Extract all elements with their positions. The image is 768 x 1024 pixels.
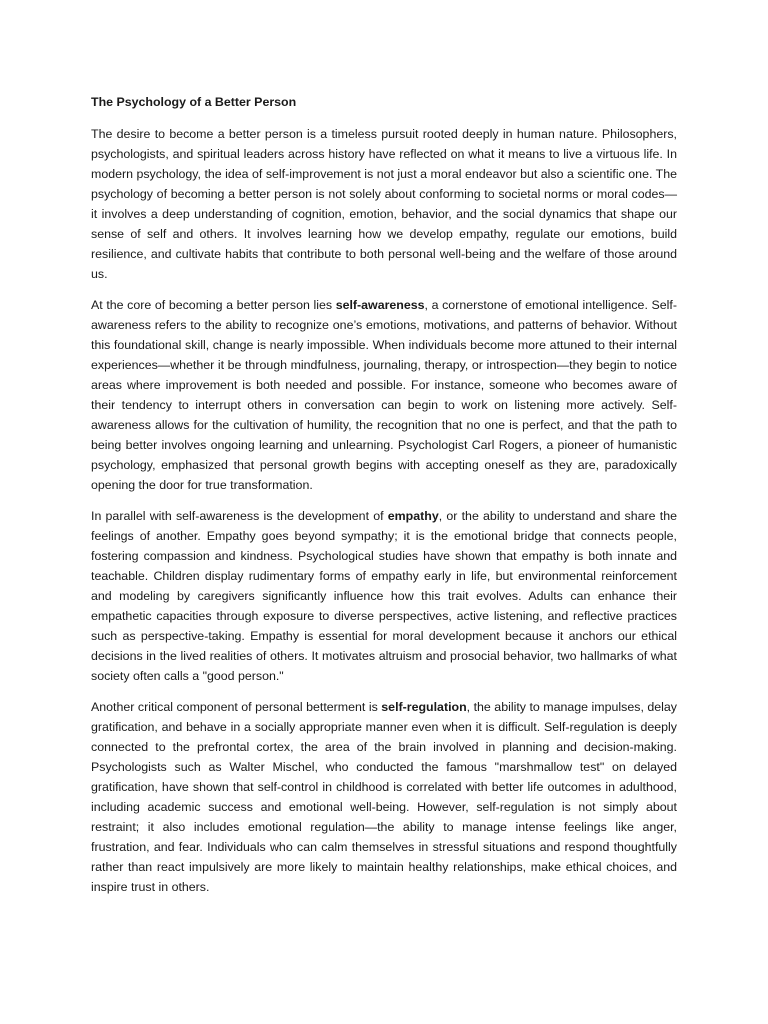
bold-term: empathy: [387, 509, 439, 523]
paragraph-self-awareness: [91, 295, 677, 495]
paragraph-empathy: [91, 506, 677, 686]
paragraph-text: , the ability to manage impulses, delay gratification, and behave in a socially appropriate manner even when it is difficult. Self-regulation is deeply connected to the prefrontal cortex, the area of the brain involved in planning and decision-making. Psychologists such as Walter Mischel, who conducted the famous "marshmallow test" on delayed gratification, have shown that self-control in childhood is correlated with better life outcomes in adulthood, including academic success and emotional well-being. However, self-regulation is not simply about restraint; it also includes emotional regulation—the ability to manage intense feelings like anger, frustration, and fear. Individuals who can calm themselves in stressful situations and respond thoughtfully rather than react impulsively are more likely to maintain healthy relationships, make ethical choices, and inspire trust in others.: [91, 700, 677, 894]
paragraph-text: , or the ability to understand and share the feelings of another. Empathy goes beyond sympathy; it is the emotional bridge that connects people, fostering compassion and kindness. Psychological studies have shown that empathy is both innate and teachable. Children display rudimentary forms of empathy early in life, but environmental reinforcement and modeling by caregivers significantly influence how this trait evolves. Adults can enhance their empathetic capacities through exposure to diverse perspectives, active listening, and reflective practices such as perspective-taking. Empathy is essential for moral development because it anchors our ethical decisions in the lived realities of others. It motivates altruism and prosocial behavior, two hallmarks of what society often calls a "good person.": [91, 509, 677, 683]
bold-term: self-awareness: [335, 298, 425, 312]
paragraph-self-regulation: [91, 697, 677, 897]
paragraph-text: In parallel with self-awareness is the development of: [91, 509, 388, 523]
paragraph-intro: [91, 124, 677, 284]
bold-term: self-regulation: [381, 700, 467, 714]
paragraph-text: The desire to become a better person is a timeless pursuit rooted deeply in human nature. Philosophers, psychologists, and spiritual leaders across history have reflected on what it means to live a virtuous life. In modern psychology, the idea of self-improvement is not just a moral endeavor but also a scientific one. The psychology of becoming a better person is not solely about conforming to societal norms or moral codes—it involves a deep understanding of cognition, emotion, behavior, and the social dynamics that shape our sense of self and others. It involves learning how we develop empathy, regulate our emotions, build resilience, and cultivate habits that contribute to both personal well-being and the welfare of those around us.: [91, 127, 677, 281]
document-title: The Psychology of a Better Person: [91, 95, 297, 109]
paragraph-text: Another critical component of personal betterment is: [91, 700, 382, 714]
paragraph-text: At the core of becoming a better person lies: [91, 298, 336, 312]
document-page: [91, 93, 677, 908]
paragraph-text: , a cornerstone of emotional intelligence. Self-awareness refers to the ability to recognize one’s emotions, motivations, and patterns of behavior. Without this foundational skill, change is nearly impossible. When individuals become more attuned to their internal experiences—whether it be through mindfulness, journaling, therapy, or introspection—they begin to notice areas where improvement is both needed and possible. For instance, someone who becomes aware of their tendency to interrupt others in conversation can begin to work on listening more actively. Self-awareness allows for the cultivation of humility, the recognition that no one is perfect, and that the path to being better involves ongoing learning and unlearning. Psychologist Carl Rogers, a pioneer of humanistic psychology, emphasized that personal growth begins with accepting oneself as they are, paradoxically opening the door for true transformation.: [91, 298, 677, 492]
